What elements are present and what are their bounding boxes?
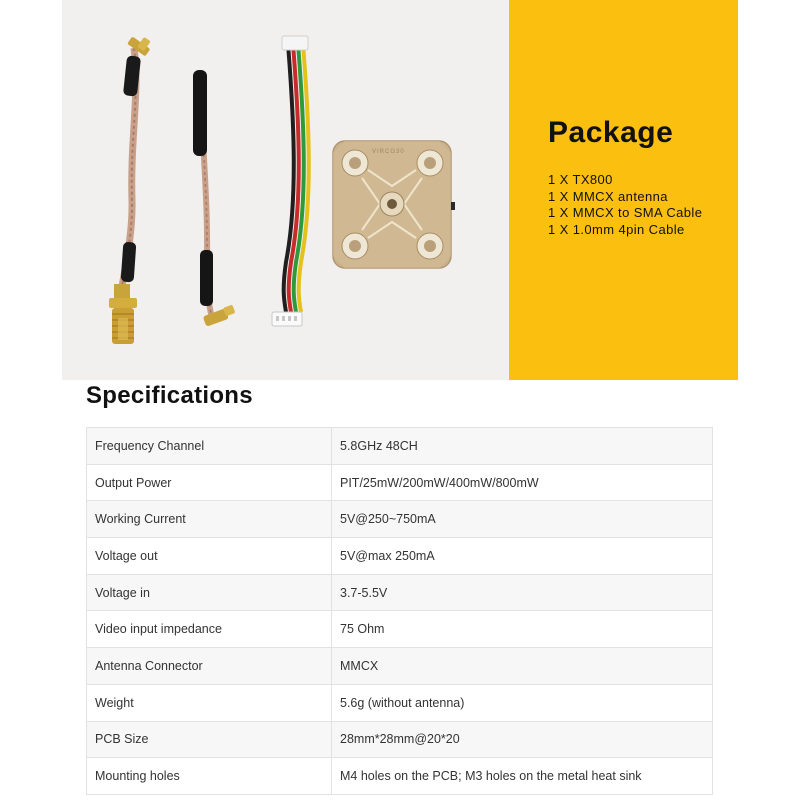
package-hero xyxy=(62,0,738,380)
package-panel xyxy=(509,0,738,380)
spec-value: 5V@250~750mA xyxy=(332,501,713,538)
mmcx-antenna-icon xyxy=(193,70,235,327)
spec-label: Weight xyxy=(87,684,332,721)
sma-cable-icon xyxy=(109,36,151,344)
package-list xyxy=(548,172,702,238)
table-row xyxy=(87,721,713,758)
table-row xyxy=(87,574,713,611)
spec-label: Voltage out xyxy=(87,538,332,575)
spec-value: M4 holes on the PCB; M3 holes on the metal heat sink xyxy=(332,758,713,795)
spec-value: 5.6g (without antenna) xyxy=(332,684,713,721)
table-row xyxy=(87,758,713,795)
spec-value: PIT/25mW/200mW/400mW/800mW xyxy=(332,464,713,501)
specifications-table xyxy=(86,427,713,795)
specifications-title: Specifications xyxy=(86,382,253,409)
spec-label: Frequency Channel xyxy=(87,428,332,465)
4pin-cable-icon xyxy=(272,36,309,326)
spec-value: MMCX xyxy=(332,648,713,685)
package-item: 1 X 1.0mm 4pin Cable xyxy=(548,221,685,237)
spec-value: 75 Ohm xyxy=(332,611,713,648)
table-row xyxy=(87,684,713,721)
package-item: 1 X MMCX to SMA Cable xyxy=(548,205,703,220)
spec-label: Antenna Connector xyxy=(87,648,332,685)
package-item: 1 X TX800 xyxy=(548,172,613,187)
spec-label: PCB Size xyxy=(87,721,332,758)
table-row xyxy=(87,648,713,685)
spec-label: Output Power xyxy=(87,464,332,501)
vtx-module-icon xyxy=(333,141,455,268)
table-row xyxy=(87,611,713,648)
table-row xyxy=(87,538,713,575)
spec-value: 5.8GHz 48CH xyxy=(332,428,713,465)
table-row xyxy=(87,501,713,538)
package-title: Package xyxy=(548,116,674,149)
product-illustration xyxy=(62,0,509,380)
spec-label: Mounting holes xyxy=(87,758,332,795)
package-item: 1 X MMCX antenna xyxy=(548,188,668,204)
spec-value: 5V@max 250mA xyxy=(332,538,713,575)
product-photo xyxy=(62,0,509,380)
module-marking: VIRCG30 xyxy=(372,149,405,155)
table-row xyxy=(87,428,713,465)
spec-label: Video input impedance xyxy=(87,611,332,648)
spec-label: Working Current xyxy=(87,501,332,538)
spec-value: 28mm*28mm@20*20 xyxy=(332,721,713,758)
table-row xyxy=(87,464,713,501)
spec-value: 3.7-5.5V xyxy=(332,574,713,611)
spec-label: Voltage in xyxy=(87,574,332,611)
